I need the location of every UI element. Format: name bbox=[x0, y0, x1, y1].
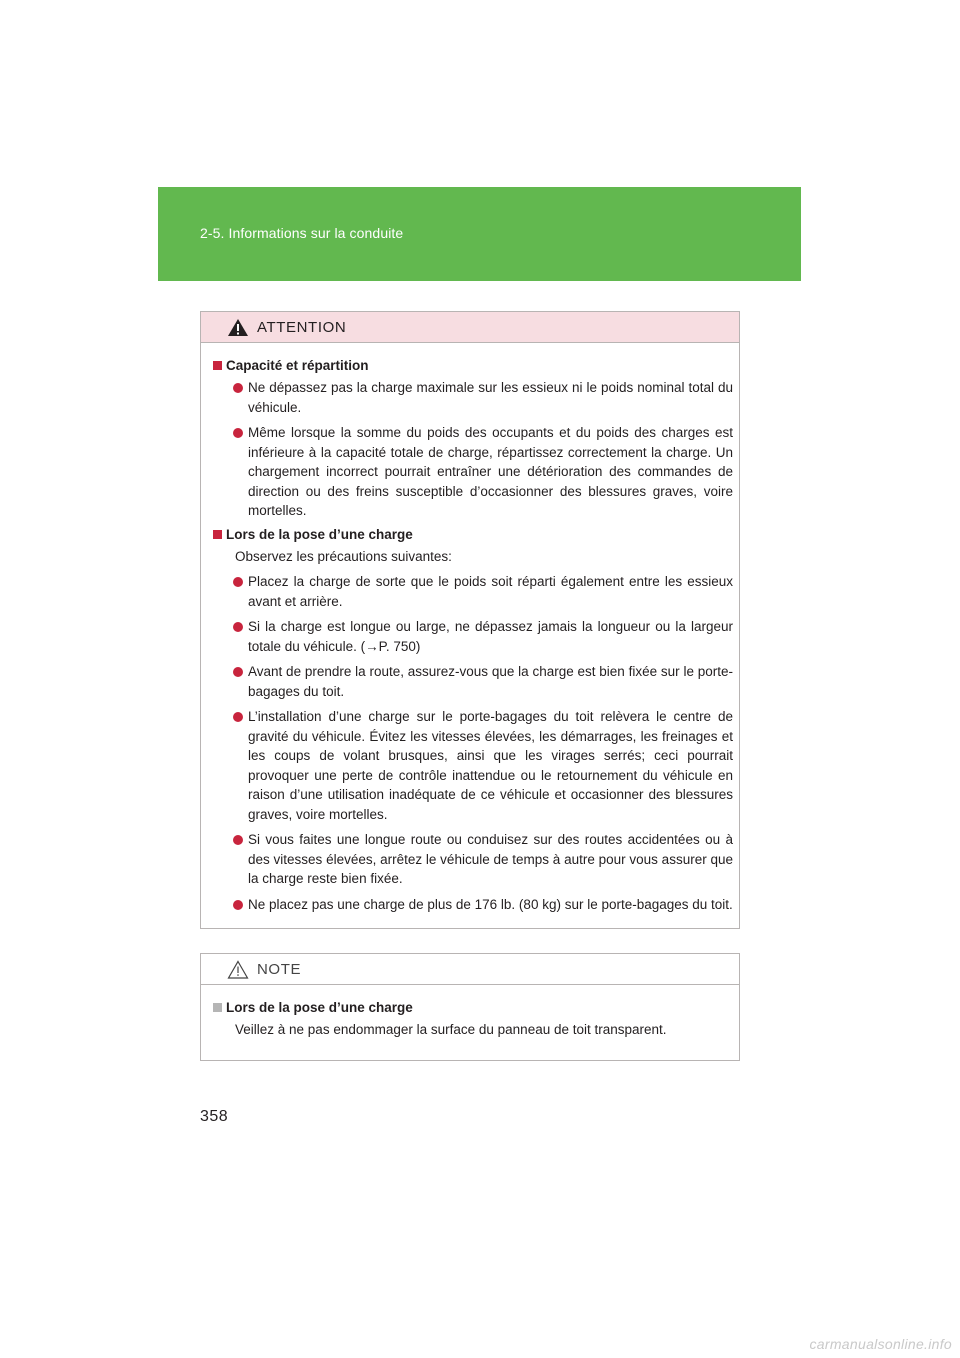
warning-triangle-outline-icon bbox=[227, 960, 249, 979]
note-box bbox=[200, 953, 740, 1061]
page-number: 358 bbox=[200, 1108, 229, 1125]
list-item bbox=[233, 423, 733, 521]
note-body bbox=[201, 985, 739, 1060]
list-item-text: L’installation d’une charge sur le porte-bagages du toit relèvera le centre de gravité du véhicule. Évitez les vitesses élevées, les démarrages, les freinages et les coups de volant brusques, ainsi que les virages serrés; ceci pourrait provoquer une perte de contrôle inattendue ou le retournement du véhicule en raison d’une utilisation inadéquate de ce véhicule et occasionner des blessures graves, voire mortelles. bbox=[248, 709, 733, 822]
attention-box bbox=[200, 311, 740, 929]
attention-title: ATTENTION bbox=[257, 318, 347, 336]
attention-header bbox=[201, 312, 739, 343]
round-bullet-icon bbox=[233, 622, 243, 632]
round-bullet-icon bbox=[233, 712, 243, 722]
section-heading bbox=[213, 527, 733, 542]
round-bullet-icon bbox=[233, 835, 243, 845]
list-item bbox=[233, 662, 733, 701]
list-item-text: Même lorsque la somme du poids des occupants et du poids des charges est inférieure à la capacité totale de charge, répartissez correctement la charge. Un chargement incorrect pourrait entraîner une détérioration des commandes de direction ou des freins susceptible d’occasionner des blessures graves, voire mortelles. bbox=[248, 425, 733, 518]
list-item-text: Ne placez pas une charge de plus de 176 lb. (80 kg) sur le porte-bagages du toit. bbox=[248, 896, 733, 912]
section-intro: Observez les précautions suivantes: bbox=[235, 548, 452, 564]
list-item bbox=[233, 830, 733, 889]
round-bullet-icon bbox=[233, 667, 243, 677]
list-item bbox=[233, 572, 733, 611]
warning-triangle-icon bbox=[227, 318, 249, 337]
section-heading bbox=[213, 358, 733, 373]
list-item bbox=[233, 895, 733, 915]
note-text: Veillez à ne pas endommager la surface du panneau de toit transparent. bbox=[235, 1022, 667, 1037]
section-heading-text: Lors de la pose d’une charge bbox=[226, 1000, 413, 1015]
section-heading-text: Capacité et répartition bbox=[226, 358, 369, 373]
list-item-text: Si vous faites une longue route ou conduisez sur des routes accidentées ou à des vitesses élevées, arrêtez le véhicule de temps à autre pour vous assurer que la charge reste bien fixée. bbox=[248, 832, 733, 886]
section-header bbox=[158, 187, 801, 281]
section-title: 2-5. Informations sur la conduite bbox=[200, 225, 404, 241]
list-item-text: Placez la charge de sorte que le poids soit réparti également entre les essieux avant et arrière. bbox=[248, 574, 733, 609]
list-item-text: Ne dépassez pas la charge maximale sur les essieux ni le poids nominal total du véhicule. bbox=[248, 380, 733, 415]
list-item bbox=[233, 707, 733, 824]
list-item bbox=[233, 617, 733, 656]
section-heading-text: Lors de la pose d’une charge bbox=[226, 526, 413, 542]
section-heading bbox=[213, 1000, 733, 1015]
round-bullet-icon bbox=[233, 577, 243, 587]
square-bullet-icon bbox=[213, 361, 222, 370]
list-item-text: Avant de prendre la route, assurez-vous que la charge est bien fixée sur le porte-bagages du toit. bbox=[248, 664, 733, 699]
square-bullet-icon bbox=[213, 530, 222, 539]
list-item-text: Si la charge est longue ou large, ne dépassez jamais la longueur ou la largeur totale du véhicule. (→P. 750) bbox=[248, 619, 733, 654]
round-bullet-icon bbox=[233, 383, 243, 393]
list-item bbox=[233, 378, 733, 417]
attention-body bbox=[201, 343, 739, 928]
note-title: NOTE bbox=[257, 960, 302, 978]
round-bullet-icon bbox=[233, 428, 243, 438]
round-bullet-icon bbox=[233, 900, 243, 910]
watermark: carmanualsonline.info bbox=[809, 1336, 952, 1352]
square-bullet-icon bbox=[213, 1003, 222, 1012]
note-header bbox=[201, 954, 739, 985]
